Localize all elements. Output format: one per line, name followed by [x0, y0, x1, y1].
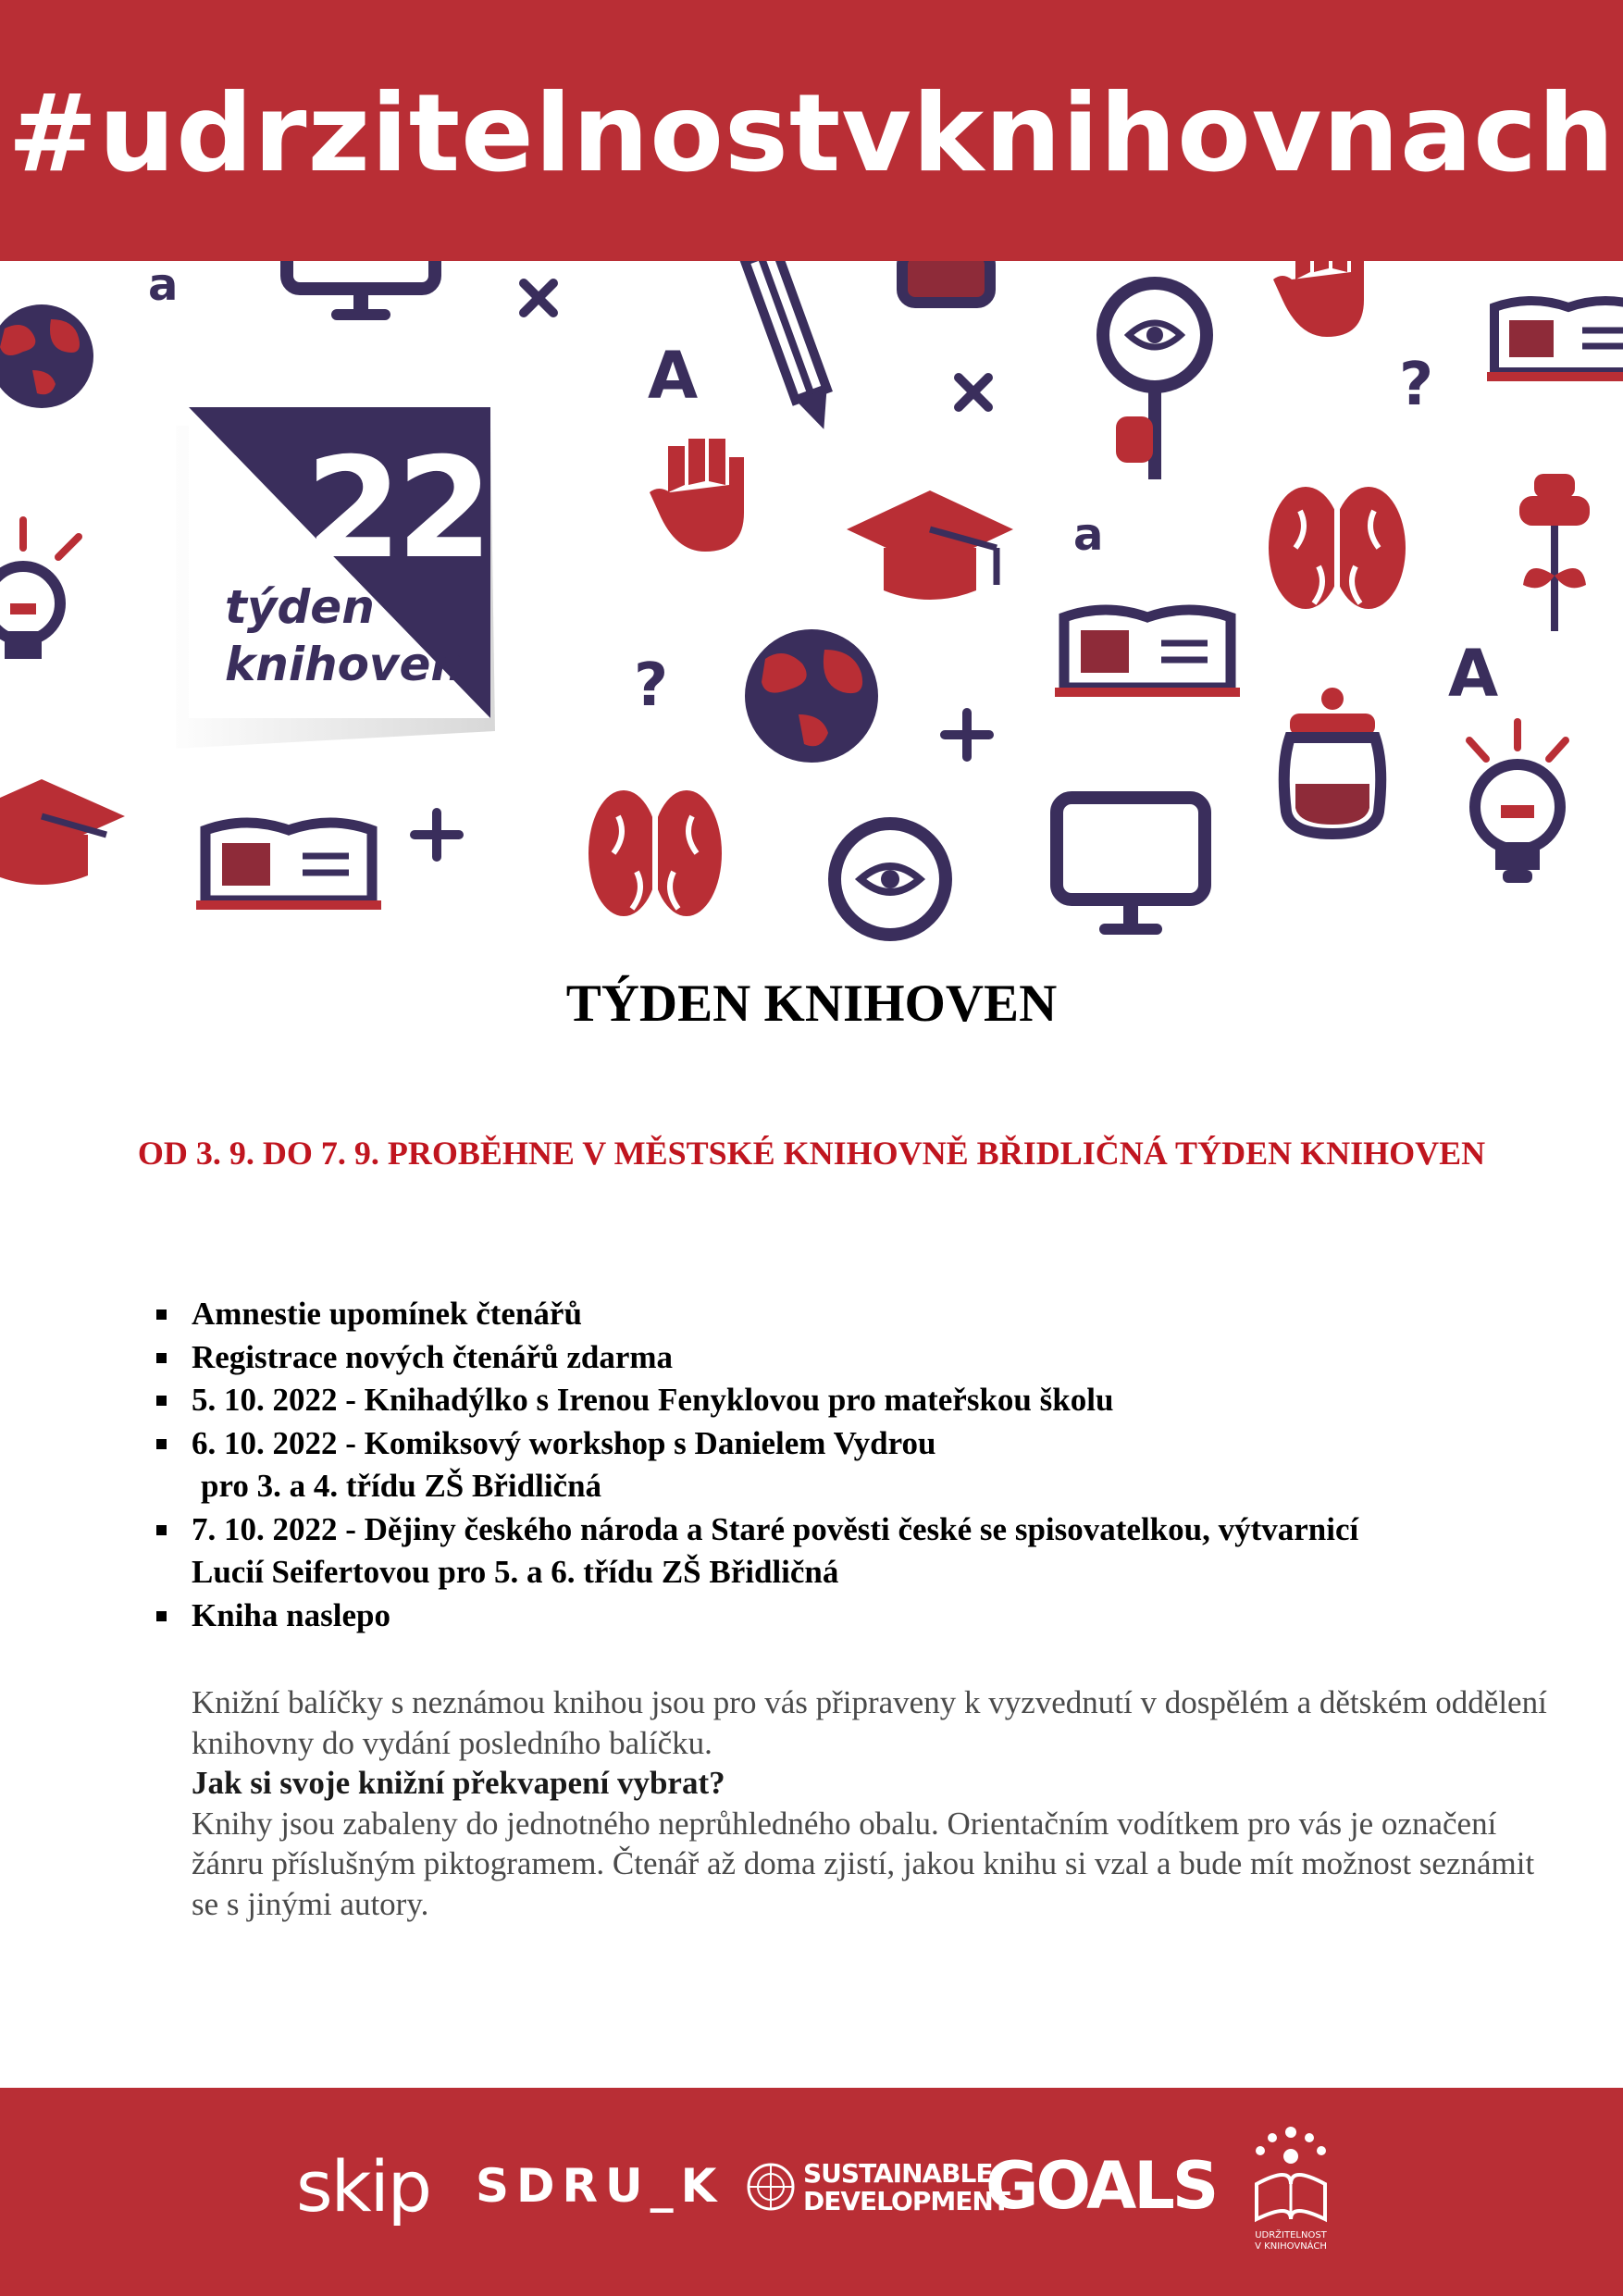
- list-item: [153, 1422, 1541, 1508]
- times-icon: [959, 378, 988, 407]
- hashtag-title: #udrzitelnostvknihovnach: [7, 71, 1616, 196]
- sdg-goals-logo: GOALS: [985, 2148, 1217, 2224]
- list-item: [153, 1379, 1541, 1422]
- bullet-icon: [156, 1396, 167, 1406]
- svg-text:A: A: [1448, 636, 1499, 712]
- info-paragraph: Knižní balíčky s neznámou knihou jsou pro vás připraveny k vyzvednutí v dospělém a dětském oddělení knihovny do vydání posledního balíčku.: [192, 1684, 1547, 1761]
- graduation-cap-icon: [847, 490, 1013, 600]
- blind-book-info: [192, 1682, 1552, 1924]
- sdruk-logo: SDRU_K: [476, 2159, 725, 2213]
- plus-icon: [415, 813, 459, 857]
- list-item-text-cont: Lucií Seifertovou pro 5. a 6. třídu ZŠ Břidličná: [192, 1554, 839, 1590]
- bullet-icon: [156, 1611, 167, 1621]
- logo-word-tyden: týden: [225, 580, 375, 634]
- list-item: [153, 1595, 1541, 1638]
- question-icon: [634, 652, 668, 720]
- skip-logo: skip: [296, 2145, 430, 2228]
- list-item-text: Amnestie upomínek čtenářů: [192, 1296, 582, 1332]
- event-list: [153, 1293, 1541, 1637]
- graduation-cap-icon: [0, 779, 125, 885]
- list-item-text: 6. 10. 2022 - Komiksový workshop s Danielem Vydrou: [192, 1424, 936, 1461]
- bullet-icon: [156, 1525, 167, 1535]
- logo-word-knihoven: knihoven: [225, 638, 465, 691]
- list-item: [153, 1293, 1541, 1336]
- sdg-line1: SUSTAINABLE: [803, 2158, 993, 2189]
- info-question: Jak si svoje knižní překvapení vybrat?: [192, 1765, 725, 1801]
- svg-text:a: a: [1073, 509, 1104, 561]
- open-book-icon: [196, 823, 381, 910]
- list-item: [153, 1336, 1541, 1380]
- monitor-icon: [287, 261, 435, 320]
- letter-a-icon: [148, 261, 178, 311]
- plus-icon: [945, 713, 989, 757]
- bulb-icon: [1469, 722, 1566, 883]
- info-paragraph: Knihy jsou zabaleny do jednotného neprůhledného obalu. Orientačním vodítkem pro vás je označení žánru příslušným piktogramem. Čtenář až doma zjistí, jakou knihu si vzal a bude mít možnost seznámit se s jinými autory.: [192, 1805, 1535, 1922]
- letter-a-icon: [1073, 509, 1103, 561]
- flower-icon: [1519, 474, 1590, 631]
- open-book-icon: [1487, 301, 1623, 381]
- question-icon: [1399, 351, 1433, 419]
- list-item-text-cont: pro 3. a 4. třídu ZŠ Břidličná: [201, 1468, 602, 1504]
- bulb-icon: [0, 520, 79, 659]
- jar-icon: [902, 261, 990, 303]
- list-item: [153, 1508, 1541, 1595]
- bullet-icon: [156, 1353, 167, 1363]
- list-item-text: 5. 10. 2022 - Knihadýlko s Irenou Fenyklovou pro mateřskou školu: [192, 1382, 1114, 1418]
- brain-icon: [588, 790, 722, 916]
- open-book-icon: [1055, 610, 1240, 697]
- logo-number: 22: [305, 428, 488, 590]
- bullet-icon: [156, 1439, 167, 1449]
- svg-text:A: A: [648, 338, 699, 414]
- pencil-icon: [745, 261, 839, 435]
- svg-text:?: ?: [1399, 351, 1434, 419]
- bullet-icon: [156, 1309, 167, 1320]
- brain-icon: [1269, 487, 1406, 609]
- monitor-icon: [1057, 798, 1205, 935]
- svg-text:?: ?: [634, 652, 669, 720]
- udrz-line1: UDRŽITELNOST: [1255, 2230, 1327, 2240]
- eye-icon: [835, 824, 946, 935]
- list-item-text: Registrace nových čtenářů zdarma: [192, 1338, 674, 1375]
- sdg-line2: DEVELOPMENT: [803, 2186, 1010, 2216]
- hand-icon: [650, 439, 744, 552]
- magnifier-eye-icon: [1103, 283, 1207, 479]
- jar-icon: [1284, 688, 1381, 834]
- letter-a-icon: [648, 338, 698, 414]
- svg-text:a: a: [148, 261, 179, 311]
- globe-icon: [0, 304, 93, 408]
- un-emblem-icon: [745, 2161, 797, 2213]
- times-icon: [524, 283, 553, 313]
- udrzitelnost-logo-icon: [1249, 2119, 1332, 2228]
- list-item-text: Kniha naslepo: [192, 1596, 390, 1633]
- letter-a-icon: [1448, 636, 1498, 712]
- udrz-line2: V KNIHOVNÁCH: [1255, 2241, 1327, 2252]
- sdg-logo-text: [803, 2160, 1010, 2215]
- list-item-text: 7. 10. 2022 - Dějiny českého národa a Staré pověsti české se spisovatelkou, výtvarnicí: [192, 1510, 1359, 1547]
- event-subtitle: OD 3. 9. DO 7. 9. PROBĚHNE V MĚSTSKÉ KNIHOVNĚ BŘIDLIČNÁ TÝDEN KNIHOVEN: [137, 1135, 1486, 1172]
- hand-icon: [1273, 261, 1364, 337]
- page-title: TÝDEN KNIHOVEN: [565, 974, 1058, 1033]
- udrzitelnost-logo-text: [1240, 2230, 1342, 2253]
- globe-icon: [745, 629, 878, 763]
